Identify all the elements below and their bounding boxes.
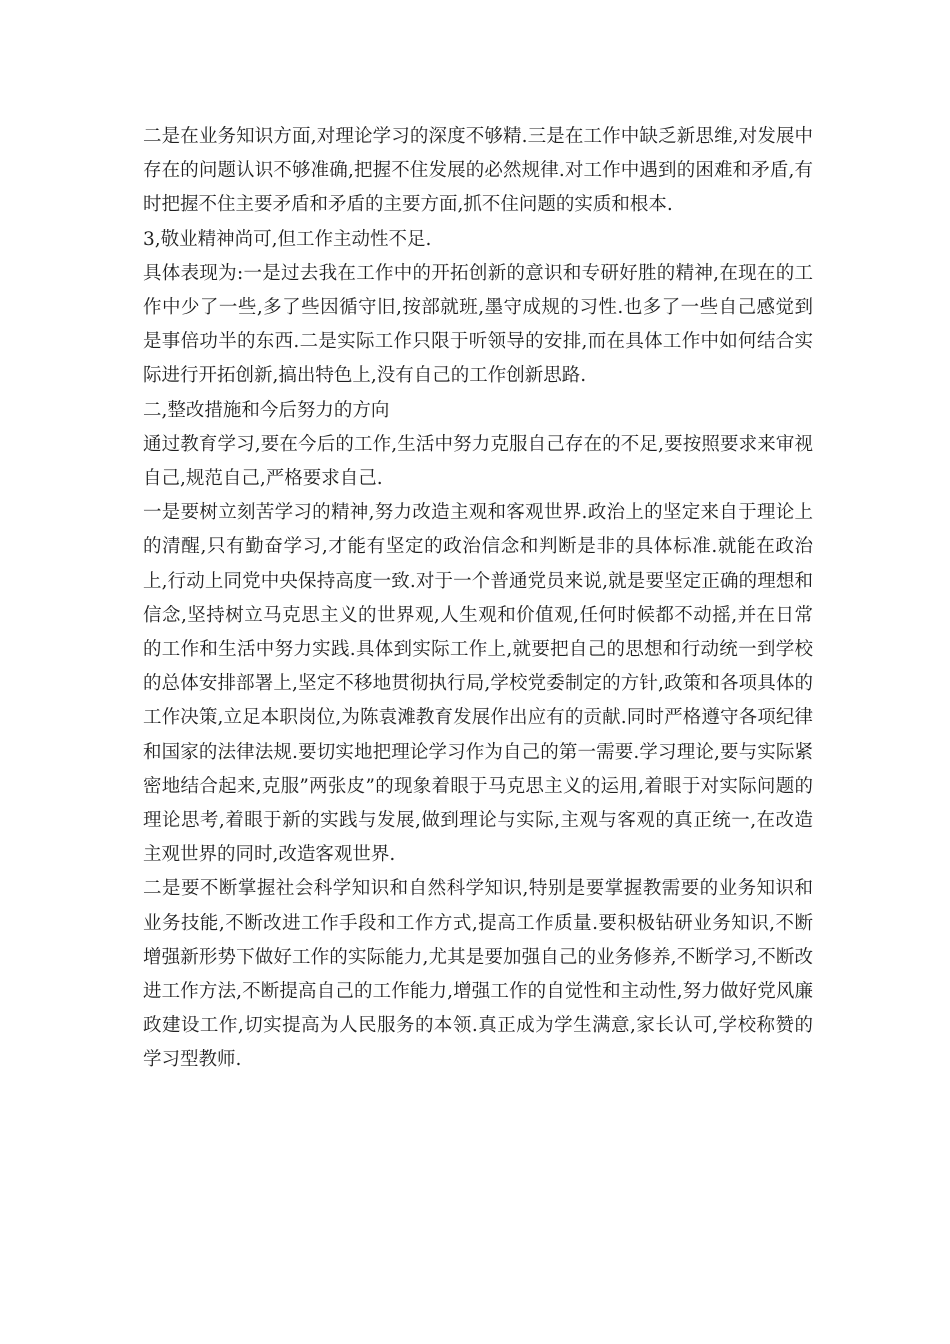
paragraph-specific-performance: 具体表现为:一是过去我在工作中的开拓创新的意识和专研好胜的精神,在现在的工作中少了一些,多了些因循守旧,按部就班,墨守成规的习性.也多了一些自己感觉到是事倍功半的东西.二是实际工作只限于听领导的安排,而在具体工作中如何结合实际进行开拓创新,搞出特色上,没有自己的工作创新思路. xyxy=(143,262,813,387)
paragraph-first-measure: 一是要树立刻苦学习的精神,努力改造主观和客观世界.政治上的坚定来自于理论上的清醒,只有勤奋学习,才能有坚定的政治信念和判断是非的具体标准.就能在政治上,行动上同党中央保持高度一致.对于一个普通党员来说,就是要坚定正确的理想和信念,坚持树立马克思主义的世界观,人生观和价值观,任何时候都不动摇,并在日常的工作和生活中努力实践.具体到实际工作上,就要把自己的思想和行动统一到学校的总体安排部署上,坚定不移地贯彻执行局,学校党委制定的方针,政策和各项具体的工作决策,立足本职岗位,为陈袁滩教育发展作出应有的贡献.同时严格遵守各项纪律和国家的法律法规.要切实地把理论学习作为自己的第一需要.学习理论,要与实际紧密地结合起来,克服”两张皮”的现象着眼于马克思主义的运用,着眼于对实际问题的理论思考,着眼于新的实践与发展,做到理论与实际,主观与客观的真正统一,在改造主观世界的同时,改造客观世界. xyxy=(143,502,813,866)
document-page xyxy=(143,120,813,1078)
section-heading-rectification: 二,整改措施和今后努力的方向 xyxy=(143,399,390,421)
heading-dedication: 3,敬业精神尚可,但工作主动性不足. xyxy=(143,228,432,250)
paragraph-education-study: 通过教育学习,要在今后的工作,生活中努力克服自己存在的不足,要按照要求来审视自己,规范自己,严格要求自己. xyxy=(143,433,813,490)
paragraph-second-measure: 二是要不断掌握社会科学知识和自然科学知识,特别是要掌握教需要的业务知识和业务技能,不断改进工作手段和工作方式,提高工作质量.要积极钻研业务知识,不断增强新形势下做好工作的实际能力,尤其是要加强自己的业务修养,不断学习,不断改进工作方法,不断提高自己的工作能力,增强工作的自觉性和主动性,努力做好党风廉政建设工作,切实提高为人民服务的本领.真正成为学生满意,家长认可,学校称赞的学习型教师. xyxy=(143,878,813,1071)
paragraph-knowledge-gap: 二是在业务知识方面,对理论学习的深度不够精.三是在工作中缺乏新思维,对发展中存在的问题认识不够准确,把握不住发展的必然规律.对工作中遇到的困难和矛盾,有时把握不住主要矛盾和矛盾的主要方面,抓不住问题的实质和根本. xyxy=(143,126,813,216)
